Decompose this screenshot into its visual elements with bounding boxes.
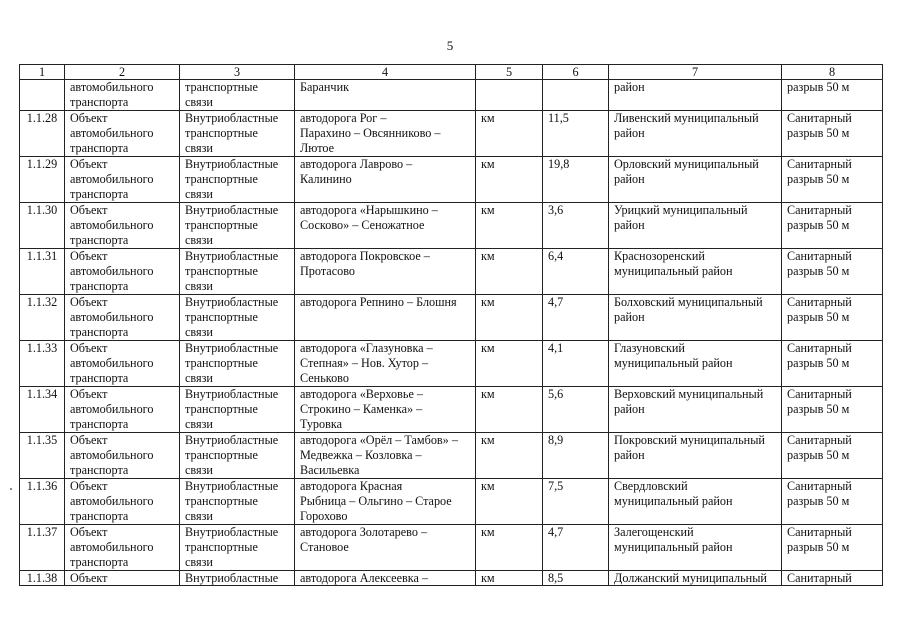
col-zone-cell: Санитарный разрыв 50 м	[782, 249, 883, 295]
col-purpose-cell: Внутриобластные транспортные связи	[180, 249, 295, 295]
col-unit-cell: км	[476, 203, 543, 249]
col-zone-cell: Санитарный разрыв 50 м	[782, 341, 883, 387]
header-row	[20, 65, 883, 80]
col-length-cell: 7,5	[543, 479, 609, 525]
col-number-cell: 1.1.34	[20, 387, 65, 433]
table-row	[20, 203, 883, 249]
header-cell-2: 2	[65, 65, 180, 80]
header-cell-3: 3	[180, 65, 295, 80]
col-purpose-cell: Внутриобластные транспортные связи	[180, 203, 295, 249]
col-name-cell: автодорога Алексеевка –	[295, 571, 476, 586]
col-number-cell: 1.1.29	[20, 157, 65, 203]
col-object-type-cell: Объект автомобильного транспорта	[65, 295, 180, 341]
header-cell-8: 8	[782, 65, 883, 80]
col-length-cell: 3,6	[543, 203, 609, 249]
col-purpose-cell: Внутриобластные транспортные связи	[180, 157, 295, 203]
col-zone-cell: Санитарный разрыв 50 м	[782, 203, 883, 249]
col-purpose-cell: Внутриобластные транспортные связи	[180, 387, 295, 433]
col-name-cell: автодорога «Орёл – Тамбов» – Медвежка – Козловка – Васильевка	[295, 433, 476, 479]
col-purpose-cell: Внутриобластные транспортные связи	[180, 111, 295, 157]
col-unit-cell: км	[476, 387, 543, 433]
col-number-cell: 1.1.37	[20, 525, 65, 571]
col-unit-cell: км	[476, 249, 543, 295]
col-unit-cell: км	[476, 157, 543, 203]
col-location-cell: Глазуновский муниципальный район	[609, 341, 782, 387]
col-location-cell: Покровский муниципальный район	[609, 433, 782, 479]
col-purpose-cell: Внутриобластные транспортные связи	[180, 295, 295, 341]
col-location-cell: Ливенский муниципальный район	[609, 111, 782, 157]
col-purpose-cell: Внутриобластные транспортные связи	[180, 525, 295, 571]
col-number-cell: 1.1.38	[20, 571, 65, 586]
col-name-cell: автодорога «Глазуновка – Степная» – Нов. Хутор – Сеньково	[295, 341, 476, 387]
header-cell-5: 5	[476, 65, 543, 80]
col-object-type-cell: Объект автомобильного транспорта	[65, 111, 180, 157]
col-zone-cell: Санитарный разрыв 50 м	[782, 295, 883, 341]
col-number-cell: 1.1.30	[20, 203, 65, 249]
col-location-cell: Краснозоренский муниципальный район	[609, 249, 782, 295]
col-unit-cell	[476, 80, 543, 111]
col-number-cell: 1.1.31	[20, 249, 65, 295]
table-row	[20, 249, 883, 295]
header-cell-7: 7	[609, 65, 782, 80]
table-row	[20, 479, 883, 525]
col-length-cell	[543, 80, 609, 111]
col-object-type-cell: Объект автомобильного транспорта	[65, 203, 180, 249]
col-object-type-cell: Объект	[65, 571, 180, 586]
col-unit-cell: км	[476, 295, 543, 341]
col-location-cell: Должанский муниципальный	[609, 571, 782, 586]
col-unit-cell: км	[476, 341, 543, 387]
col-length-cell: 8,9	[543, 433, 609, 479]
table-row-partial	[20, 571, 883, 586]
col-name-cell: Баранчик	[295, 80, 476, 111]
col-purpose-cell: Внутриобластные транспортные связи	[180, 341, 295, 387]
col-location-cell: район	[609, 80, 782, 111]
col-purpose-cell: Внутриобластные транспортные связи	[180, 433, 295, 479]
col-object-type-cell: автомобильного транспорта	[65, 80, 180, 111]
col-number-cell: 1.1.28	[20, 111, 65, 157]
col-number-cell: 1.1.32	[20, 295, 65, 341]
col-number-cell: 1.1.33	[20, 341, 65, 387]
col-name-cell: автодорога Рог – Парахино – Овсянниково – Лютое	[295, 111, 476, 157]
col-zone-cell: Санитарный разрыв 50 м	[782, 479, 883, 525]
col-name-cell: автодорога «Нарышкино – Сосково» – Сеножатное	[295, 203, 476, 249]
col-length-cell: 8,5	[543, 571, 609, 586]
header-cell-1: 1	[20, 65, 65, 80]
col-unit-cell: км	[476, 111, 543, 157]
col-object-type-cell: Объект автомобильного транспорта	[65, 387, 180, 433]
table-row	[20, 111, 883, 157]
col-length-cell: 4,7	[543, 525, 609, 571]
col-purpose-cell: Внутриобластные	[180, 571, 295, 586]
col-location-cell: Урицкий муниципальный район	[609, 203, 782, 249]
table-row	[20, 387, 883, 433]
table-row-continuation	[20, 80, 883, 111]
col-object-type-cell: Объект автомобильного транспорта	[65, 525, 180, 571]
col-number-cell	[20, 80, 65, 111]
col-length-cell: 4,1	[543, 341, 609, 387]
col-name-cell: автодорога «Верховье – Строкино – Каменка» – Туровка	[295, 387, 476, 433]
col-location-cell: Верховский муниципальный район	[609, 387, 782, 433]
col-location-cell: Орловский муниципальный район	[609, 157, 782, 203]
col-name-cell: автодорога Репнино – Блошня	[295, 295, 476, 341]
col-zone-cell: разрыв 50 м	[782, 80, 883, 111]
col-object-type-cell: Объект автомобильного транспорта	[65, 433, 180, 479]
header-cell-4: 4	[295, 65, 476, 80]
col-length-cell: 6,4	[543, 249, 609, 295]
col-purpose-cell: Внутриобластные транспортные связи	[180, 479, 295, 525]
col-zone-cell: Санитарный разрыв 50 м	[782, 111, 883, 157]
col-zone-cell: Санитарный разрыв 50 м	[782, 157, 883, 203]
col-zone-cell: Санитарный	[782, 571, 883, 586]
scan-speck	[10, 488, 12, 490]
col-number-cell: 1.1.35	[20, 433, 65, 479]
col-name-cell: автодорога Золотарево – Становое	[295, 525, 476, 571]
col-number-cell: 1.1.36	[20, 479, 65, 525]
col-unit-cell: км	[476, 571, 543, 586]
table-row	[20, 295, 883, 341]
col-zone-cell: Санитарный разрыв 50 м	[782, 433, 883, 479]
col-length-cell: 4,7	[543, 295, 609, 341]
table-row	[20, 157, 883, 203]
page-number: 5	[446, 38, 454, 53]
table-row	[20, 525, 883, 571]
col-length-cell: 11,5	[543, 111, 609, 157]
col-location-cell: Болховский муниципальный район	[609, 295, 782, 341]
col-location-cell: Свердловский муниципальный район	[609, 479, 782, 525]
col-unit-cell: км	[476, 479, 543, 525]
col-object-type-cell: Объект автомобильного транспорта	[65, 479, 180, 525]
col-location-cell: Залегощенский муниципальный район	[609, 525, 782, 571]
col-zone-cell: Санитарный разрыв 50 м	[782, 387, 883, 433]
col-length-cell: 19,8	[543, 157, 609, 203]
table-row	[20, 433, 883, 479]
col-object-type-cell: Объект автомобильного транспорта	[65, 341, 180, 387]
table-row	[20, 341, 883, 387]
col-unit-cell: км	[476, 525, 543, 571]
transport-objects-table	[19, 64, 883, 586]
col-name-cell: автодорога Покровское – Протасово	[295, 249, 476, 295]
col-name-cell: автодорога Лаврово – Калинино	[295, 157, 476, 203]
col-purpose-cell: транспортные связи	[180, 80, 295, 111]
col-object-type-cell: Объект автомобильного транспорта	[65, 157, 180, 203]
col-unit-cell: км	[476, 433, 543, 479]
col-object-type-cell: Объект автомобильного транспорта	[65, 249, 180, 295]
col-zone-cell: Санитарный разрыв 50 м	[782, 525, 883, 571]
header-cell-6: 6	[543, 65, 609, 80]
col-name-cell: автодорога Красная Рыбница – Ольгино – Старое Горохово	[295, 479, 476, 525]
col-length-cell: 5,6	[543, 387, 609, 433]
